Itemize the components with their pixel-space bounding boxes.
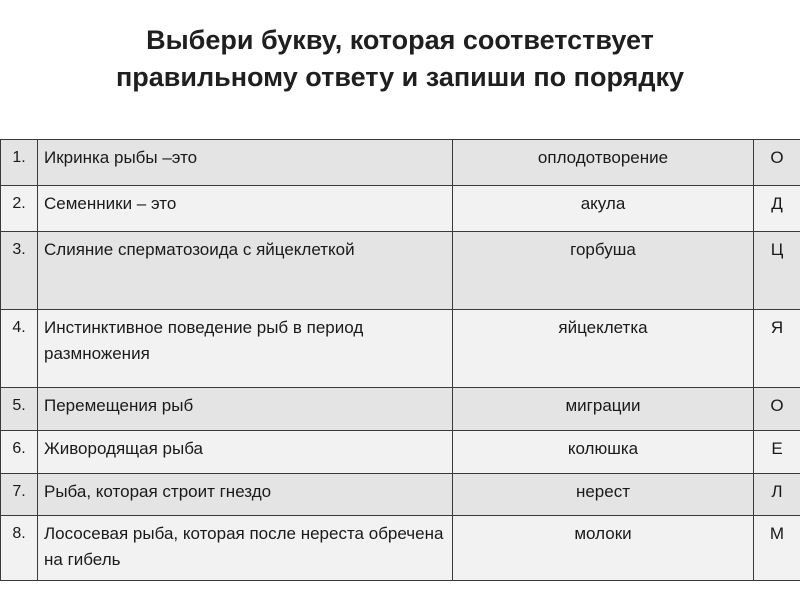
table-row: [1, 310, 800, 388]
row-number: 2.: [1, 186, 38, 232]
row-letter: Я: [754, 310, 800, 388]
row-answer: миграции: [453, 388, 754, 431]
row-number: 1.: [1, 140, 38, 186]
row-answer: яйцеклетка: [453, 310, 754, 388]
row-number: 5.: [1, 388, 38, 431]
table-row: [1, 232, 800, 310]
row-question: Живородящая рыба: [38, 431, 453, 474]
quiz-table: [0, 139, 800, 581]
row-answer: нерест: [453, 474, 754, 516]
row-letter: О: [754, 140, 800, 186]
row-number: 7.: [1, 474, 38, 516]
row-number: 6.: [1, 431, 38, 474]
row-letter: Е: [754, 431, 800, 474]
row-question: Инстинктивное поведение рыб в период размножения: [38, 310, 453, 388]
title-line-1: Выбери букву, которая соответствует: [146, 25, 654, 55]
table-row: [1, 516, 800, 581]
row-question: Семенники – это: [38, 186, 453, 232]
row-letter: О: [754, 388, 800, 431]
row-question: Лососевая рыба, которая после нереста обречена на гибель: [38, 516, 453, 581]
row-answer: колюшка: [453, 431, 754, 474]
row-number: 4.: [1, 310, 38, 388]
row-question: Икринка рыбы –это: [38, 140, 453, 186]
title-line-2: правильному ответу и запиши по порядку: [115, 62, 685, 92]
row-number: 8.: [1, 516, 38, 581]
row-number: 3.: [1, 232, 38, 310]
row-answer: оплодотворение: [453, 140, 754, 186]
row-letter: Л: [754, 474, 800, 516]
page-title: [0, 22, 800, 96]
row-letter: Д: [754, 186, 800, 232]
row-answer: молоки: [453, 516, 754, 581]
row-letter: Ц: [754, 232, 800, 310]
table-row: [1, 388, 800, 431]
row-question: Рыба, которая строит гнездо: [38, 474, 453, 516]
row-question: Перемещения рыб: [38, 388, 453, 431]
table-row: [1, 140, 800, 186]
row-letter: М: [754, 516, 800, 581]
table-row: [1, 474, 800, 516]
table-row: [1, 431, 800, 474]
row-question: Слияние сперматозоида с яйцеклеткой: [38, 232, 453, 310]
table-row: [1, 186, 800, 232]
row-answer: акула: [453, 186, 754, 232]
row-answer: горбуша: [453, 232, 754, 310]
